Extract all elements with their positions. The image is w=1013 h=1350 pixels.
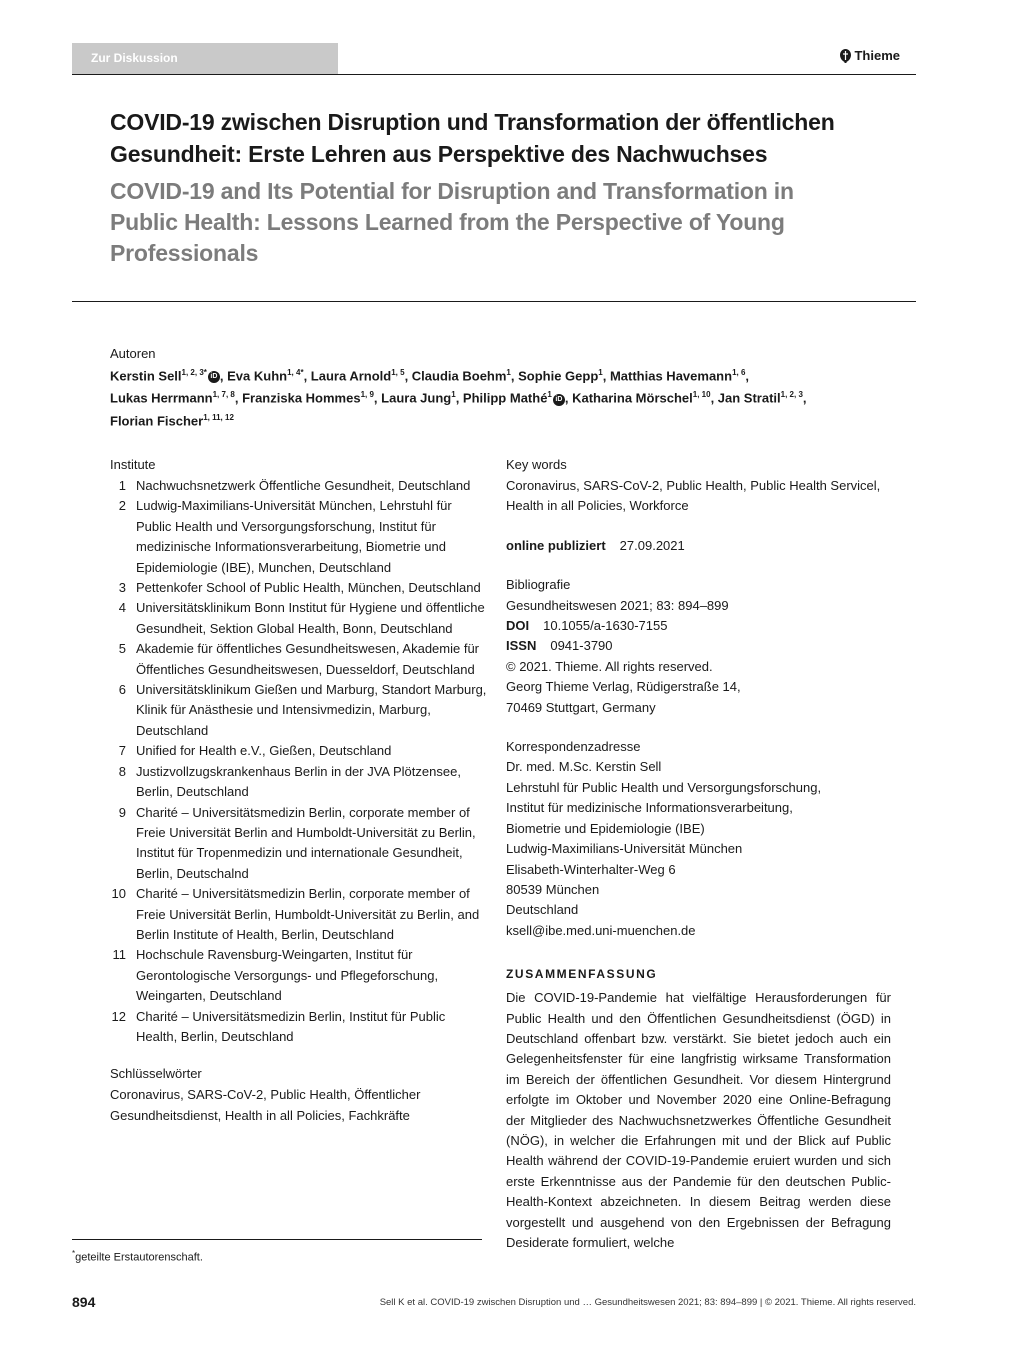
institute-number: 1: [118, 478, 126, 493]
author-separator: ,: [455, 390, 463, 406]
author-affiliation-sup: 1, 10: [692, 390, 711, 400]
issn-line: [506, 636, 891, 656]
correspondence-line: Institut für medizinische Informationsverarbeitung,: [506, 800, 793, 816]
section-label: Zur Diskussion: [72, 43, 338, 75]
publisher-line: Georg Thieme Verlag, Rüdigerstraße 14,: [506, 679, 741, 695]
correspondence-line: Biometrie und Epidemiologie (IBE): [506, 820, 705, 836]
doi-label: DOI: [506, 618, 530, 634]
institute-number: 5: [118, 641, 126, 657]
issn-label: ISSN: [506, 638, 537, 654]
institute-item: [110, 496, 490, 578]
institute-number: 4: [118, 600, 126, 616]
institute-text: Pettenkofer School of Public Health, München, Deutschland: [136, 580, 481, 596]
institute-text: Unified for Health e.V., Gießen, Deutschland: [136, 743, 392, 759]
author-affiliation-sup: 1, 11, 12: [203, 412, 234, 422]
keywords-de-text: Coronavirus, SARS-CoV-2, Public Health, Öffentlicher Gesundheitsdienst, Health in all Policies, Fachkräfte: [110, 1087, 421, 1123]
footnote-text: geteilte Erstautorenschaft.: [75, 1251, 203, 1264]
institute-number: 9: [118, 804, 126, 820]
institute-number: 11: [112, 947, 126, 963]
publisher-brand: [840, 48, 900, 63]
institute-item: [110, 741, 490, 761]
title-english-line: COVID-19 and Its Potential for Disruption and Transformation in: [110, 178, 794, 204]
title-german-line: COVID-19 zwischen Disruption und Transformation der öffentlichen: [110, 109, 835, 135]
institute-item: [110, 803, 490, 885]
title-english-line: Professionals: [110, 240, 259, 266]
institute-item: [110, 884, 490, 945]
institutes-list: [110, 476, 490, 1047]
running-footer: Sell K et al. COVID-19 zwischen Disruption und … Gesundheitswesen 2021; 83: 894–899 | © 2021. Thieme. All rights reserved.: [379, 1297, 916, 1308]
author-affiliation-sup: 1, 2, 3*: [181, 368, 207, 377]
author-affiliation-sup: 1, 6: [732, 368, 746, 377]
author-separator: ,: [564, 390, 573, 406]
author-separator: ,: [602, 368, 610, 384]
published-date: 27.09.2021: [619, 537, 685, 553]
orcid-icon[interactable]: iD: [553, 394, 565, 406]
authors-line: [110, 363, 910, 385]
title-german-line: Gesundheit: Erste Lehren aus Perspektive des Nachwuchses: [110, 141, 768, 167]
institute-number: 12: [111, 1008, 126, 1024]
correspondence-line: 80539 München: [506, 881, 600, 897]
author-name: Jan Stratil: [717, 390, 781, 406]
author-separator: ,: [373, 390, 382, 406]
footnote-rule: [72, 1239, 482, 1240]
footnote: [72, 1247, 203, 1265]
title-german: [110, 106, 900, 170]
institute-item: [110, 762, 490, 803]
author-affiliation-sup: 1, 7, 8: [212, 390, 235, 400]
author-name: Katharina Mörschel: [572, 390, 693, 406]
author-name: Florian Fischer: [110, 412, 204, 428]
issn-value: 0941-3790: [550, 638, 613, 654]
header-rule: [72, 74, 916, 75]
author-affiliation-sup: 1, 2, 3: [780, 390, 803, 400]
institute-text: Charité – Universitätsmedizin Berlin, Institut für Public Health, Berlin, Deutschland: [136, 1008, 446, 1044]
institute-text: Hochschule Ravensburg-Weingarten, Institut für Gerontologische Versorgungs- und Pflegeforschung, Weingarten, Deutschland: [136, 947, 439, 1004]
brand-name: Thieme: [854, 48, 900, 63]
institute-item: [110, 639, 490, 680]
institute-text: Ludwig-Maximilians-Universität München, Lehrstuhl für Public Health und Versorgungsforschung, Institut für medizinische Informationsverarbeitung, Biometrie und Epidemiologie (IBE), Munchen, Deutschland: [136, 498, 452, 575]
correspondence-line: Elisabeth-Winterhalter-Weg 6: [506, 861, 676, 877]
author-separator: ,: [745, 368, 750, 384]
author-separator: ,: [303, 368, 311, 384]
institutes-label: Institute: [110, 457, 156, 472]
author-affiliation-sup: 1, 4*: [287, 368, 304, 377]
correspondence-label: Korrespondenzadresse: [506, 739, 641, 755]
correspondence-line: Deutschland: [506, 902, 579, 918]
orcid-icon[interactable]: iD: [208, 371, 220, 383]
author-name: Claudia Boehm: [411, 368, 507, 384]
author-name: Matthias Havemann: [609, 368, 733, 384]
published-label: online publiziert: [506, 537, 606, 553]
correspondence-address: [506, 757, 891, 941]
institute-text: Nachwuchsnetzwerk Öffentliche Gesundheit, Deutschland: [136, 478, 471, 493]
right-column: [506, 455, 891, 1253]
author-affiliation-sup: 1: [451, 390, 456, 400]
page-number: 894: [72, 1294, 96, 1310]
doi-line: [506, 616, 891, 636]
institute-item: [110, 598, 490, 639]
author-separator: ,: [710, 390, 718, 406]
institute-text: Charité – Universitätsmedizin Berlin, corporate member of Freie Universität Berlin, Humboldt-Universität zu Berlin, and Berlin Institute of Health, Berlin, Deutschland: [136, 886, 480, 942]
author-name: Eva Kuhn: [227, 368, 288, 384]
author-separator: ,: [510, 368, 519, 384]
correspondence-line: Dr. med. M.Sc. Kerstin Sell: [506, 759, 662, 775]
bibliography-citation: Gesundheitswesen 2021; 83: 894–899: [506, 597, 729, 613]
institute-item: [110, 578, 490, 598]
correspondence-line: Lehrstuhl für Public Health und Versorgungsforschung,: [506, 779, 822, 795]
left-column: [110, 455, 490, 1126]
author-separator: ,: [802, 390, 807, 406]
institute-text: Universitätsklinikum Bonn Institut für Hygiene und öffentliche Gesundheit, Sektion Global Health, Bonn, Deutschland: [136, 600, 485, 636]
institute-number: 10: [111, 886, 126, 902]
authors-line: [110, 408, 910, 430]
keywords-de-label: Schlüsselwörter: [110, 1066, 202, 1082]
author-affiliation-sup: 1: [598, 368, 603, 377]
author-affiliation-sup: 1: [506, 368, 511, 377]
bibliography-label: Bibliografie: [506, 577, 571, 593]
author-name: Sophie Gepp: [518, 368, 599, 384]
institute-item: [110, 1007, 490, 1048]
institute-number: 3: [118, 580, 126, 596]
institute-item: [110, 680, 490, 741]
author-name: Laura Jung: [381, 390, 452, 406]
author-affiliation-sup: 1: [547, 390, 552, 400]
doi-value[interactable]: 10.1055/a-1630-7155: [543, 618, 668, 634]
author-separator: ,: [404, 368, 412, 384]
title-rule: [72, 301, 916, 302]
correspondence-line: Ludwig-Maximilians-Universität München: [506, 841, 743, 857]
institute-item: [110, 945, 490, 1006]
institute-number: 6: [118, 682, 126, 698]
author-name: Philipp Mathé: [462, 390, 548, 406]
correspondence-email[interactable]: ksell@ibe.med.uni-muenchen.de: [506, 922, 696, 938]
author-name: Kerstin Sell: [110, 368, 182, 384]
institute-number: 8: [118, 763, 126, 779]
footnote-mark: *: [72, 1249, 76, 1258]
publisher-line: 70469 Stuttgart, Germany: [506, 699, 656, 715]
thieme-logo-icon: [840, 49, 851, 63]
title-english: [110, 176, 900, 269]
title-english-line: Public Health: Lessons Learned from the Perspective of Young: [110, 209, 785, 235]
abstract-text: Die COVID-19-Pandemie hat vielfältige Herausforderungen für Public Health und den Öffentlichen Gesundheitsdienst (ÖGD) in Deutschland offenbart bzw. verstärkt. Sie bietet jedoch auch ein Gelegenheitsfenster für eine langfristig wirksame Transformation im Bereich der öffentlichen Gesundheit. Vor diesem Hintergrund erfolgte im Oktober und November 2020 eine Online-Befragung der Mitglieder des Nachwuchsnetzwerkes Öffentliche Gesundheit (NÖG), in welcher die Erfahrungen mit und der Blick auf Public Health während der COVID-19-Pandemie eruiert wurden und sich erste Erkenntnisse aus der Pandemie für den deutschen Public-Health-Kontext abzeichneten. In diesem Beitrag werden diese vorgestellt und ausgehend von den Ergebnissen der Befragung Desiderate formuliert, welche: [506, 990, 891, 1250]
author-affiliation-sup: 1, 5: [391, 368, 405, 377]
authors-line: [110, 385, 910, 407]
copyright-line: © 2021. Thieme. All rights reserved.: [506, 658, 713, 674]
authors-label: Autoren: [110, 346, 156, 361]
abstract-heading: ZUSAMMENFASSUNG: [506, 967, 658, 982]
published-line: [506, 536, 891, 556]
author-separator: ,: [219, 368, 228, 384]
authors-block: [110, 345, 910, 430]
institute-text: Justizvollzugskrankenhaus Berlin in der JVA Plötzensee, Berlin, Deutschland: [136, 763, 461, 800]
institute-text: Charité – Universitätsmedizin Berlin, corporate member of Freie Universität Berlin and Humboldt-Universität zu Berlin, Institut für Tropenmedizin und internationale Gesundheit, Berlin, Deutschalnd: [136, 804, 476, 881]
institute-number: 7: [118, 743, 126, 759]
institute-text: Universitätsklinikum Gießen und Marburg, Standort Marburg, Klinik für Anästhesie und Intensivmedizin, Marburg, Deutschland: [136, 682, 487, 738]
keywords-en-text: Coronavirus, SARS-CoV-2, Public Health, Public Health Servicel, Health in all Policies, Workforce: [506, 478, 881, 514]
author-separator: ,: [234, 390, 243, 406]
author-affiliation-sup: 1, 9: [360, 390, 374, 400]
author-name: Lukas Herrmann: [110, 390, 213, 406]
author-name: Laura Arnold: [310, 368, 392, 384]
institute-number: 2: [118, 498, 126, 514]
institute-text: Akademie für öffentliches Gesundheitswesen, Akademie für Öffentliches Gesundheitswesen, Duesseldorf, Deutschland: [136, 641, 480, 677]
institute-item: [110, 476, 490, 496]
author-name: Franziska Hommes: [242, 390, 361, 406]
keywords-en-label: Key words: [506, 457, 567, 472]
